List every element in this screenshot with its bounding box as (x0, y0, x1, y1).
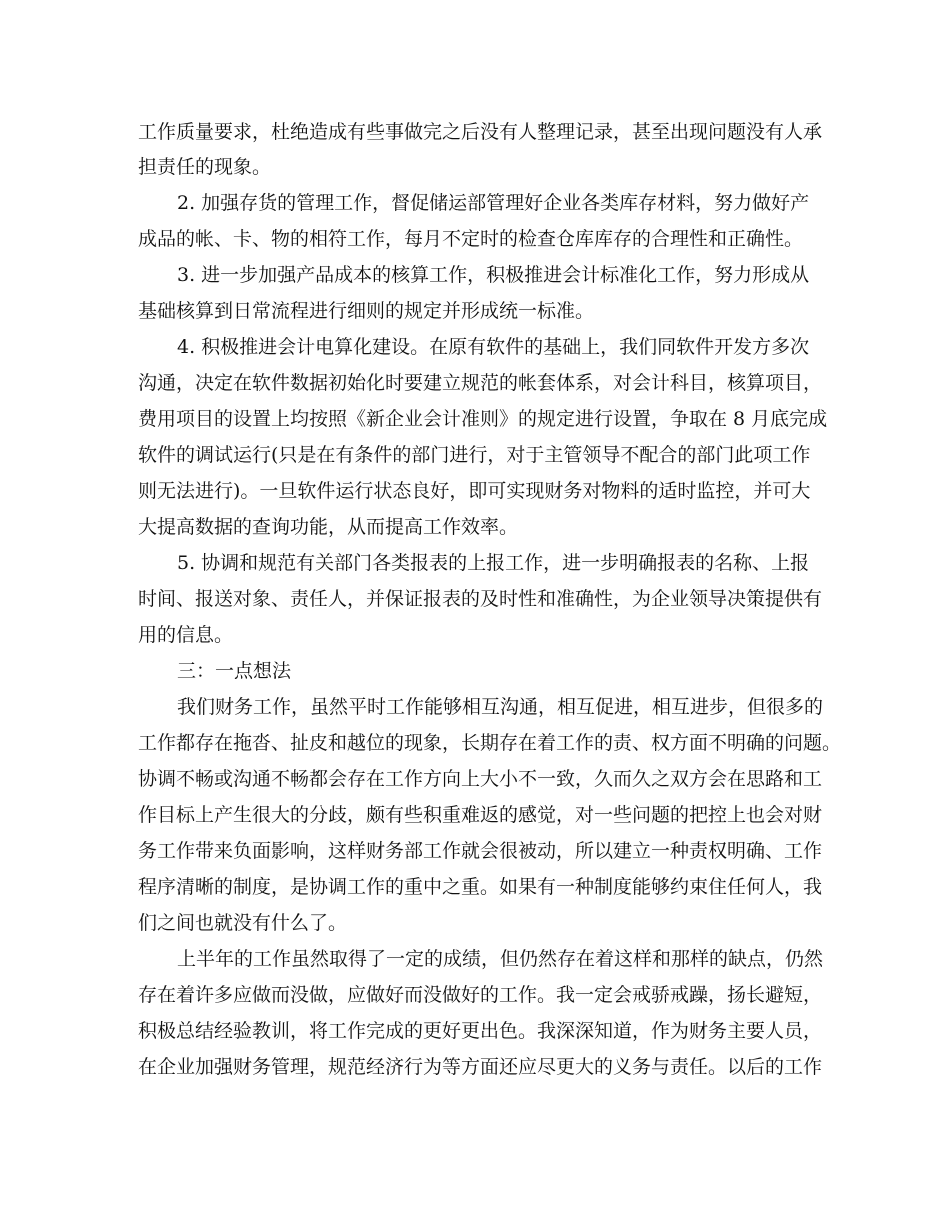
text-line: 工作质量要求，杜绝造成有些事做完之后没有人整理记录，甚至出现问题没有人承 (138, 121, 823, 143)
text-line: 程序清晰的制度，是协调工作的重中之重。如果有一种制度能够约束住任何人，我 (138, 876, 823, 898)
text-line: 作目标上产生很大的分歧，颇有些积重难返的感觉，对一些问题的把控上也会对财 (138, 804, 823, 826)
text-line: 时间、报送对象、责任人，并保证报表的及时性和准确性，为企业领导决策提供有 (138, 588, 823, 610)
text-line: 基础核算到日常流程进行细则的规定并形成统一标准。 (138, 300, 595, 322)
text-line: 4. 积极推进会计电算化建设。在原有软件的基础上，我们同软件开发方多次 (177, 336, 810, 358)
text-line: 务工作带来负面影响，这样财务部工作就会很被动，所以建立一种责权明确、工作 (138, 840, 823, 862)
text-line: 沟通，决定在软件数据初始化时要建立规范的帐套体系，对会计科目，核算项目， (138, 372, 823, 394)
text-line: 3. 进一步加强产品成本的核算工作，积极推进会计标准化工作，努力形成从 (177, 264, 810, 286)
text-line: 们之间也就没有什么了。 (138, 912, 348, 934)
text-line: 5. 协调和规范有关部门各类报表的上报工作，进一步明确报表的名称、上报 (177, 552, 810, 574)
text-line: 2. 加强存货的管理工作，督促储运部管理好企业各类库存材料，努力做好产 (177, 192, 810, 214)
text-line: 费用项目的设置上均按照《新企业会计准则》的规定进行设置，争取在 8 月底完成 (138, 408, 828, 430)
text-line: 工作都存在拖沓、扯皮和越位的现象，长期存在着工作的责、权方面不明确的问题。 (138, 732, 842, 754)
text-line: 在企业加强财务管理，规范经济行为等方面还应尽更大的义务与责任。以后的工作 (138, 1056, 823, 1078)
text-line: 积极总结经验教训，将工作完成的更好更出色。我深深知道，作为财务主要人员， (138, 1020, 823, 1042)
section-heading: 三：一点想法 (177, 660, 292, 682)
text-line: 上半年的工作虽然取得了一定的成绩，但仍然存在着这样和那样的缺点，仍然 (177, 948, 824, 970)
text-line: 用的信息。 (138, 624, 234, 646)
text-line: 我们财务工作，虽然平时工作能够相互沟通，相互促进，相互进步，但很多的 (177, 696, 824, 718)
text-line: 大提高数据的查询功能，从而提高工作效率。 (138, 516, 519, 538)
text-line: 担责任的现象。 (138, 156, 272, 178)
text-line: 软件的调试运行(只是在有条件的部门进行，对于主管领导不配合的部门此项工作 (138, 444, 811, 466)
text-line: 则无法进行)。一旦软件运行状态良好，即可实现财务对物料的适时监控，并可大 (138, 480, 811, 502)
text-line: 成品的帐、卡、物的相符工作，每月不定时的检查仓库库存的合理性和正确性。 (138, 228, 804, 250)
text-line: 协调不畅或沟通不畅都会存在工作方向上大小不一致，久而久之双方会在思路和工 (138, 768, 823, 790)
text-line: 存在着许多应做而没做，应做好而没做好的工作。我一定会戒骄戒躁，扬长避短， (138, 984, 823, 1006)
